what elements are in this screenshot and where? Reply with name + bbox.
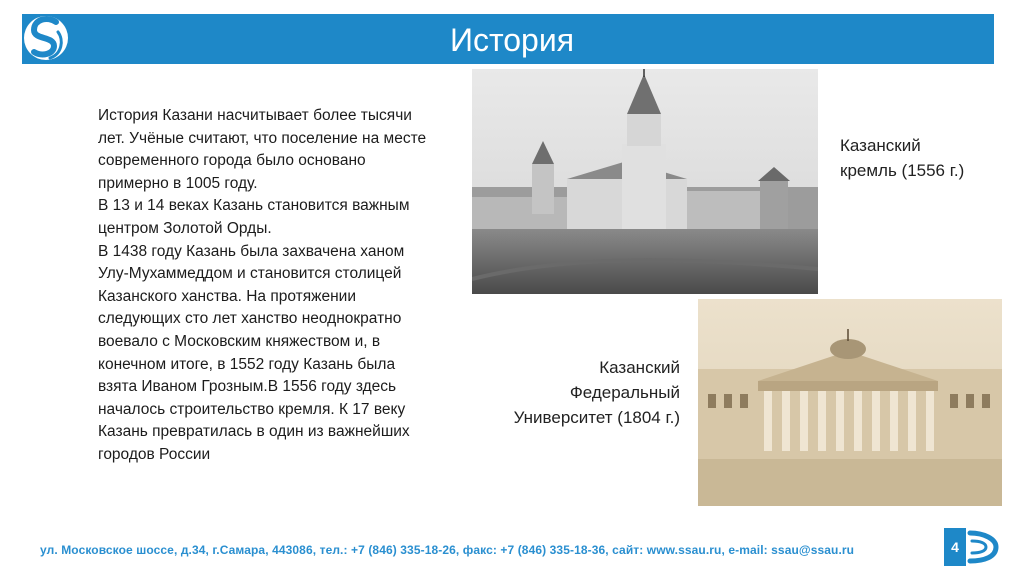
paragraph: В 13 и 14 веках Казань становится важным центром Золотой Орды.: [98, 197, 410, 237]
caption-line: Университет (1804 г.): [513, 408, 680, 427]
caption-line: Федеральный: [569, 383, 680, 402]
slide-title: История: [449, 22, 575, 58]
caption-line: кремль (1556 г.): [840, 161, 965, 180]
kremlin-caption: [840, 133, 1010, 183]
caption-line: Казанский: [599, 358, 680, 377]
university-photo: [698, 299, 1002, 506]
kremlin-photo: [472, 69, 818, 294]
history-text: [98, 105, 438, 467]
footer-contacts: ул. Московское шоссе, д.34, г.Самара, 443086, тел.: +7 (846) 335-18-26, факс: +7 (846) 335-18-36, сайт: www.ssau.ru, e-mail: ssau@ssau.ru: [40, 543, 855, 557]
paragraph: История Казани насчитывает более тысячи лет. Учёные считают, что поселение на месте современного города было основано примерно в 1005 году.: [98, 107, 427, 192]
caption-line: Казанский: [840, 136, 921, 155]
footer-logo-icon: [964, 527, 1000, 567]
page-number: 4: [944, 528, 966, 566]
university-caption: [480, 355, 680, 430]
paragraph: В 1438 году Казань была захвачена ханом Улу-Мухаммеддом и становится столицей Казанского ханства. На протяжении следующих сто лет ханство неоднократно воевало с Московским княжеством и, в конечном итоге, в 1552 году Казань была взята Иваном Грозным.В 1556 году здесь началось строительство кремля. К 17 веку Казань превратилась в один из важнейших городов России: [98, 242, 410, 463]
